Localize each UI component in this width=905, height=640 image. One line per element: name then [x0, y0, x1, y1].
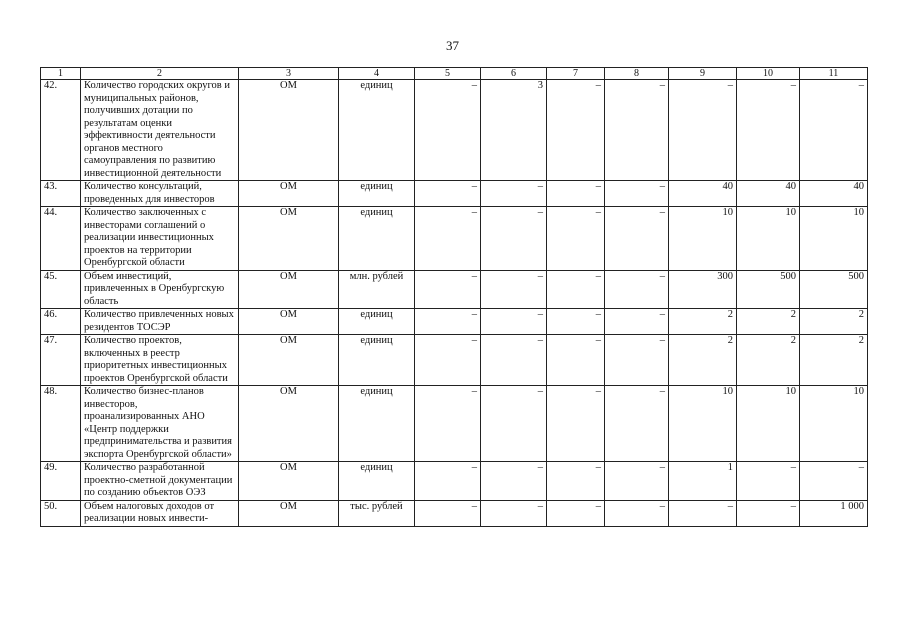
unit-of-measure: единиц: [339, 335, 415, 386]
value-cell: –: [547, 386, 605, 462]
value-cell: –: [547, 462, 605, 501]
table-row: [41, 500, 868, 526]
value-cell: 40: [800, 181, 868, 207]
row-number: 44.: [41, 207, 81, 271]
column-header: 4: [339, 68, 415, 80]
column-header: 10: [737, 68, 800, 80]
value-cell: –: [481, 207, 547, 271]
row-number: 50.: [41, 500, 81, 526]
row-number: 46.: [41, 309, 81, 335]
value-cell: 2: [737, 335, 800, 386]
indicator-code: ОМ: [239, 270, 339, 309]
page-number: 37: [446, 38, 459, 53]
value-cell: –: [547, 335, 605, 386]
column-header: 8: [605, 68, 669, 80]
indicator-name: Количество городских округов и муниципальных районов, получивших дотации по результатам оценки эффективности деятельности органов местного самоуправления по развитию инвестиционной деятельности: [81, 80, 239, 181]
value-cell: –: [737, 462, 800, 501]
value-cell: 10: [669, 386, 737, 462]
table-row: [41, 181, 868, 207]
value-cell: 2: [800, 335, 868, 386]
column-header: 7: [547, 68, 605, 80]
indicator-code: ОМ: [239, 462, 339, 501]
value-cell: –: [481, 270, 547, 309]
value-cell: –: [800, 80, 868, 181]
column-header: 11: [800, 68, 868, 80]
indicator-code: ОМ: [239, 80, 339, 181]
indicator-name: Количество проектов, включенных в реестр приоритетных инвестиционных проектов Оренбургской области: [81, 335, 239, 386]
value-cell: –: [669, 500, 737, 526]
value-cell: –: [605, 80, 669, 181]
value-cell: –: [605, 335, 669, 386]
value-cell: –: [481, 181, 547, 207]
value-cell: 500: [800, 270, 868, 309]
value-cell: –: [415, 386, 481, 462]
value-cell: 40: [737, 181, 800, 207]
value-cell: –: [547, 500, 605, 526]
table-row: [41, 309, 868, 335]
unit-of-measure: млн. рублей: [339, 270, 415, 309]
value-cell: –: [415, 462, 481, 501]
indicator-code: ОМ: [239, 309, 339, 335]
row-number: 45.: [41, 270, 81, 309]
indicator-code: ОМ: [239, 335, 339, 386]
indicator-name: Количество привлеченных новых резидентов ТОСЭР: [81, 309, 239, 335]
value-cell: 300: [669, 270, 737, 309]
indicator-name: Объем налоговых доходов от реализации новых инвести-: [81, 500, 239, 526]
unit-of-measure: единиц: [339, 80, 415, 181]
value-cell: –: [737, 80, 800, 181]
value-cell: 10: [800, 386, 868, 462]
value-cell: –: [547, 181, 605, 207]
table-row: [41, 462, 868, 501]
value-cell: –: [547, 80, 605, 181]
value-cell: –: [737, 500, 800, 526]
value-cell: 500: [737, 270, 800, 309]
table-row: [41, 270, 868, 309]
value-cell: –: [605, 207, 669, 271]
value-cell: 10: [737, 207, 800, 271]
indicator-name: Объем инвестиций, привлеченных в Оренбургскую область: [81, 270, 239, 309]
unit-of-measure: единиц: [339, 207, 415, 271]
column-header: 6: [481, 68, 547, 80]
value-cell: –: [415, 270, 481, 309]
value-cell: –: [605, 181, 669, 207]
value-cell: 2: [737, 309, 800, 335]
value-cell: –: [605, 270, 669, 309]
unit-of-measure: тыс. рублей: [339, 500, 415, 526]
unit-of-measure: единиц: [339, 181, 415, 207]
value-cell: –: [547, 270, 605, 309]
table-row: [41, 207, 868, 271]
value-cell: 1: [669, 462, 737, 501]
value-cell: –: [605, 500, 669, 526]
unit-of-measure: единиц: [339, 309, 415, 335]
value-cell: –: [605, 386, 669, 462]
value-cell: –: [415, 335, 481, 386]
value-cell: –: [481, 309, 547, 335]
indicator-name: Количество консультаций, проведенных для инвесторов: [81, 181, 239, 207]
indicator-code: ОМ: [239, 500, 339, 526]
column-header: 5: [415, 68, 481, 80]
row-number: 43.: [41, 181, 81, 207]
value-cell: –: [415, 80, 481, 181]
indicator-name: Количество разработанной проектно-сметной документации по созданию объектов ОЭЗ: [81, 462, 239, 501]
column-header: 9: [669, 68, 737, 80]
value-cell: 40: [669, 181, 737, 207]
indicator-name: Количество заключенных с инвесторами соглашений о реализации инвестиционных проектов на территории Оренбургской области: [81, 207, 239, 271]
unit-of-measure: единиц: [339, 462, 415, 501]
value-cell: –: [415, 207, 481, 271]
value-cell: 1 000: [800, 500, 868, 526]
indicator-code: ОМ: [239, 181, 339, 207]
value-cell: –: [481, 500, 547, 526]
column-header: 3: [239, 68, 339, 80]
value-cell: –: [481, 462, 547, 501]
value-cell: –: [605, 309, 669, 335]
indicators-table: [40, 67, 868, 527]
indicator-name: Количество бизнес-планов инвесторов, проанализированных АНО «Центр поддержки предпринимательства и развития экспорта Оренбургской области»: [81, 386, 239, 462]
value-cell: 2: [800, 309, 868, 335]
value-cell: –: [481, 386, 547, 462]
value-cell: –: [415, 309, 481, 335]
value-cell: –: [547, 309, 605, 335]
header-row: [41, 68, 868, 80]
value-cell: –: [547, 207, 605, 271]
value-cell: 10: [737, 386, 800, 462]
value-cell: 3: [481, 80, 547, 181]
row-number: 42.: [41, 80, 81, 181]
value-cell: 2: [669, 309, 737, 335]
table-row: [41, 80, 868, 181]
column-header: 1: [41, 68, 81, 80]
value-cell: –: [481, 335, 547, 386]
row-number: 47.: [41, 335, 81, 386]
value-cell: 10: [800, 207, 868, 271]
indicator-code: ОМ: [239, 207, 339, 271]
value-cell: –: [415, 500, 481, 526]
value-cell: 10: [669, 207, 737, 271]
unit-of-measure: единиц: [339, 386, 415, 462]
value-cell: –: [415, 181, 481, 207]
table-row: [41, 386, 868, 462]
indicator-code: ОМ: [239, 386, 339, 462]
value-cell: –: [605, 462, 669, 501]
value-cell: –: [669, 80, 737, 181]
value-cell: 2: [669, 335, 737, 386]
table-row: [41, 335, 868, 386]
row-number: 48.: [41, 386, 81, 462]
row-number: 49.: [41, 462, 81, 501]
value-cell: –: [800, 462, 868, 501]
column-header: 2: [81, 68, 239, 80]
